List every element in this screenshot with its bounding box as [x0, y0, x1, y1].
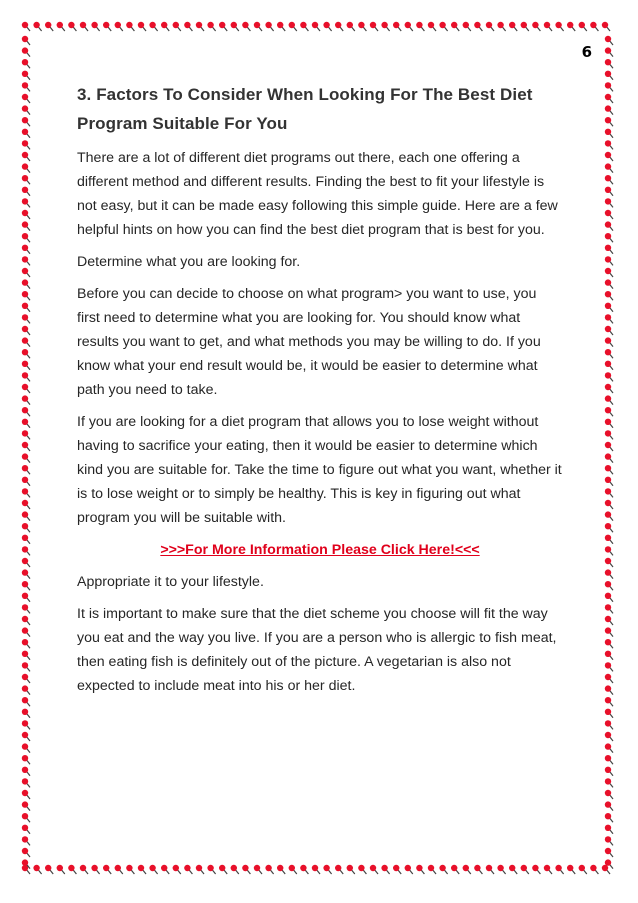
red-pin-icon: [370, 865, 378, 874]
red-pin-icon: [358, 865, 366, 874]
red-pin-icon: [22, 117, 30, 126]
red-pin-icon: [428, 22, 436, 31]
paragraph-lose-weight: If you are looking for a diet program that allows you to lose weight without having to sacrifice your eating, then it would be easier to determine which kind you are suitable for. Take the time to figure out what you want, whether it is to lose weight or to simply be healthy. This is key in figuring out what program you will be suitable with.: [77, 414, 562, 526]
red-pin-icon: [173, 22, 181, 31]
red-pin-icon: [254, 22, 262, 31]
red-pin-icon: [22, 349, 30, 358]
red-pin-icon: [605, 859, 613, 868]
red-pin-icon: [605, 117, 613, 126]
red-pin-icon: [22, 546, 30, 555]
red-pin-icon: [347, 865, 355, 874]
paragraph-appropriate: Appropriate it to your lifestyle.: [77, 574, 264, 590]
red-pin-icon: [605, 674, 613, 683]
red-pin-icon: [486, 865, 494, 874]
red-pin-icon: [289, 22, 297, 31]
red-pin-icon: [22, 152, 30, 161]
red-pin-icon: [126, 22, 134, 31]
paragraph-determine: Determine what you are looking for.: [77, 254, 301, 270]
red-pin-icon: [22, 616, 30, 625]
red-pin-icon: [605, 651, 613, 660]
red-pin-icon: [605, 187, 613, 196]
red-pin-icon: [33, 22, 41, 31]
red-pin-icon: [605, 233, 613, 242]
red-pin-icon: [555, 865, 563, 874]
red-pin-icon: [532, 865, 540, 874]
red-pin-icon: [605, 105, 613, 114]
more-info-link-row: [77, 538, 563, 562]
red-pin-icon: [605, 175, 613, 184]
red-pin-icon: [45, 22, 53, 31]
red-pin-icon: [605, 256, 613, 265]
red-pin-icon: [254, 865, 262, 874]
red-pin-icon: [80, 865, 88, 874]
red-pin-icon: [590, 865, 598, 874]
red-pin-icon: [509, 22, 517, 31]
red-pin-icon: [22, 674, 30, 683]
red-pin-icon: [358, 22, 366, 31]
red-pin-icon: [381, 22, 389, 31]
red-pin-icon: [605, 477, 613, 486]
red-pin-icon: [22, 395, 30, 404]
red-pin-icon: [605, 558, 613, 567]
red-pin-icon: [370, 22, 378, 31]
red-pin-icon: [605, 337, 613, 346]
red-pin-icon: [22, 593, 30, 602]
red-pin-icon: [605, 709, 613, 718]
red-pin-icon: [605, 500, 613, 509]
red-pin-icon: [22, 47, 30, 56]
red-pin-icon: [486, 22, 494, 31]
red-pin-icon: [605, 848, 613, 857]
red-pin-icon: [242, 865, 250, 874]
red-pin-icon: [579, 865, 587, 874]
red-pin-icon: [605, 801, 613, 810]
red-pin-icon: [605, 326, 613, 335]
red-pin-icon: [22, 825, 30, 834]
red-pin-icon: [22, 500, 30, 509]
red-pin-icon: [22, 465, 30, 474]
bottom-border: [20, 863, 618, 877]
red-pin-icon: [22, 94, 30, 103]
red-pin-icon: [335, 22, 343, 31]
red-pin-icon: [605, 581, 613, 590]
red-pin-icon: [231, 865, 239, 874]
red-pin-icon: [22, 453, 30, 462]
red-pin-icon: [22, 651, 30, 660]
red-pin-icon: [22, 245, 30, 254]
red-pin-icon: [22, 384, 30, 393]
red-pin-icon: [605, 662, 613, 671]
red-pin-icon: [605, 465, 613, 474]
red-pin-icon: [605, 47, 613, 56]
red-pin-icon: [544, 22, 552, 31]
red-pin-icon: [22, 801, 30, 810]
red-pin-icon: [605, 303, 613, 312]
red-pin-icon: [22, 732, 30, 741]
red-pin-icon: [149, 22, 157, 31]
page-number: 6: [581, 43, 592, 61]
red-pin-icon: [22, 210, 30, 219]
red-pin-icon: [605, 511, 613, 520]
red-pin-icon: [605, 697, 613, 706]
red-pin-icon: [22, 303, 30, 312]
red-pin-icon: [605, 616, 613, 625]
red-pin-icon: [393, 865, 401, 874]
red-pin-icon: [173, 865, 181, 874]
red-pin-icon: [91, 22, 99, 31]
red-pin-icon: [207, 22, 215, 31]
red-pin-icon: [161, 22, 169, 31]
red-pin-icon: [22, 407, 30, 416]
red-pin-icon: [22, 163, 30, 172]
red-pin-icon: [115, 22, 123, 31]
red-pin-icon: [22, 778, 30, 787]
red-pin-icon: [22, 767, 30, 776]
red-pin-icon: [605, 604, 613, 613]
red-pin-icon: [22, 581, 30, 590]
red-pin-icon: [22, 477, 30, 486]
red-pin-icon: [605, 59, 613, 68]
red-pin-icon: [605, 291, 613, 300]
red-pin-icon: [605, 790, 613, 799]
red-pin-icon: [605, 71, 613, 80]
red-pin-icon: [196, 865, 204, 874]
red-pin-icon: [33, 865, 41, 874]
red-pin-icon: [439, 22, 447, 31]
top-border: [20, 20, 618, 34]
red-pin-icon: [22, 720, 30, 729]
red-pin-icon: [544, 865, 552, 874]
red-pin-icon: [22, 71, 30, 80]
red-pin-icon: [605, 627, 613, 636]
article-body: [77, 80, 563, 706]
red-pin-icon: [605, 82, 613, 91]
red-pin-icon: [605, 210, 613, 219]
red-pin-icon: [68, 865, 76, 874]
red-pin-icon: [57, 22, 65, 31]
red-pin-icon: [605, 152, 613, 161]
red-pin-icon: [605, 419, 613, 428]
red-pin-icon: [22, 198, 30, 207]
red-pin-icon: [605, 198, 613, 207]
more-info-link[interactable]: >>>For More Information Please Click Here!<<<: [160, 542, 480, 558]
red-pin-icon: [219, 865, 227, 874]
red-pin-icon: [22, 511, 30, 520]
red-pin-icon: [22, 279, 30, 288]
paragraph-lifestyle: It is important to make sure that the diet scheme you choose will fit the way you eat and the way you live. If you are a person who is allergic to fish meat, then eating fish is definitely out of the picture. A vegetarian is also not expected to include meat into his or her diet.: [77, 606, 557, 694]
red-pin-icon: [605, 778, 613, 787]
red-pin-icon: [605, 268, 613, 277]
red-pin-icon: [405, 22, 413, 31]
red-pin-icon: [103, 22, 111, 31]
red-pin-icon: [22, 697, 30, 706]
red-pin-icon: [474, 865, 482, 874]
red-pin-icon: [45, 865, 53, 874]
red-pin-icon: [312, 865, 320, 874]
red-pin-icon: [605, 129, 613, 138]
red-pin-icon: [605, 430, 613, 439]
red-pin-icon: [567, 865, 575, 874]
left-border: [20, 20, 34, 877]
red-pin-icon: [497, 22, 505, 31]
red-pin-icon: [567, 22, 575, 31]
red-pin-icon: [22, 372, 30, 381]
red-pin-icon: [126, 865, 134, 874]
red-pin-icon: [22, 59, 30, 68]
red-pin-icon: [605, 140, 613, 149]
red-pin-icon: [605, 279, 613, 288]
red-pin-icon: [265, 22, 273, 31]
red-pin-icon: [605, 442, 613, 451]
red-pin-icon: [497, 865, 505, 874]
paragraph-before: Before you can decide to choose on what program> you want to use, you first need to determine what you are looking for. You should know what results you want to get, and what methods you may be willing to do. If you know what your end result would be, it would be easier to determine what path you need to take.: [77, 286, 541, 398]
red-pin-icon: [22, 419, 30, 428]
red-pin-icon: [22, 569, 30, 578]
red-pin-icon: [405, 865, 413, 874]
red-pin-icon: [138, 22, 146, 31]
red-pin-icon: [323, 22, 331, 31]
red-pin-icon: [323, 865, 331, 874]
red-pin-icon: [22, 442, 30, 451]
red-pin-icon: [22, 268, 30, 277]
red-pin-icon: [463, 22, 471, 31]
red-pin-icon: [509, 865, 517, 874]
red-pin-icon: [22, 848, 30, 857]
red-pin-icon: [605, 221, 613, 230]
red-pin-icon: [605, 546, 613, 555]
red-pin-icon: [416, 22, 424, 31]
red-pin-icon: [605, 372, 613, 381]
red-pin-icon: [605, 488, 613, 497]
red-pin-icon: [605, 743, 613, 752]
red-pin-icon: [22, 82, 30, 91]
red-pin-icon: [521, 22, 529, 31]
red-pin-icon: [605, 361, 613, 370]
red-pin-icon: [22, 233, 30, 242]
paragraph-intro: There are a lot of different diet programs out there, each one offering a different method and different results. Finding the best to fit your lifestyle is not easy, but it can be made easy following this simple guide. Here are a few helpful hints on how you can find the best diet program that is best for you.: [77, 150, 558, 238]
red-pin-icon: [605, 813, 613, 822]
red-pin-icon: [605, 245, 613, 254]
red-pin-icon: [161, 865, 169, 874]
red-pin-icon: [149, 865, 157, 874]
red-pin-icon: [138, 865, 146, 874]
red-pin-icon: [91, 865, 99, 874]
red-pin-icon: [381, 865, 389, 874]
red-pin-icon: [474, 22, 482, 31]
red-pin-icon: [605, 720, 613, 729]
red-pin-icon: [22, 314, 30, 323]
red-pin-icon: [590, 22, 598, 31]
red-pin-icon: [451, 22, 459, 31]
red-pin-icon: [80, 22, 88, 31]
red-pin-icon: [605, 535, 613, 544]
red-pin-icon: [22, 337, 30, 346]
red-pin-icon: [277, 22, 285, 31]
red-pin-icon: [219, 22, 227, 31]
red-pin-icon: [605, 163, 613, 172]
red-pin-icon: [605, 36, 613, 45]
red-pin-icon: [242, 22, 250, 31]
red-pin-icon: [22, 187, 30, 196]
red-pin-icon: [22, 639, 30, 648]
red-pin-icon: [57, 865, 65, 874]
red-pin-icon: [605, 395, 613, 404]
red-pin-icon: [605, 349, 613, 358]
red-pin-icon: [22, 140, 30, 149]
red-pin-icon: [22, 105, 30, 114]
red-pin-icon: [605, 836, 613, 845]
red-pin-icon: [22, 256, 30, 265]
red-pin-icon: [439, 865, 447, 874]
red-pin-icon: [265, 865, 273, 874]
red-pin-icon: [22, 662, 30, 671]
red-pin-icon: [22, 813, 30, 822]
red-pin-icon: [184, 22, 192, 31]
red-pin-icon: [22, 488, 30, 497]
red-pin-icon: [22, 627, 30, 636]
red-pin-icon: [196, 22, 204, 31]
red-pin-icon: [207, 865, 215, 874]
red-pin-icon: [22, 523, 30, 532]
red-pin-icon: [22, 859, 30, 868]
red-pin-icon: [22, 604, 30, 613]
red-pin-icon: [115, 865, 123, 874]
red-pin-icon: [335, 865, 343, 874]
red-pin-icon: [312, 22, 320, 31]
red-pin-icon: [22, 361, 30, 370]
red-pin-icon: [300, 22, 308, 31]
section-heading: 3. Factors To Consider When Looking For The Best Diet Program Suitable For You: [77, 85, 533, 133]
red-pin-icon: [605, 732, 613, 741]
red-pin-icon: [532, 22, 540, 31]
red-pin-icon: [579, 22, 587, 31]
red-pin-icon: [428, 865, 436, 874]
red-pin-icon: [22, 36, 30, 45]
red-pin-icon: [463, 865, 471, 874]
red-pin-icon: [22, 558, 30, 567]
red-pin-icon: [22, 790, 30, 799]
red-pin-icon: [605, 407, 613, 416]
red-pin-icon: [22, 685, 30, 694]
red-pin-icon: [605, 767, 613, 776]
red-pin-icon: [416, 865, 424, 874]
red-pin-icon: [231, 22, 239, 31]
red-pin-icon: [605, 593, 613, 602]
red-pin-icon: [22, 129, 30, 138]
red-pin-icon: [605, 755, 613, 764]
red-pin-icon: [521, 865, 529, 874]
red-pin-icon: [605, 569, 613, 578]
red-pin-icon: [22, 709, 30, 718]
red-pin-icon: [22, 221, 30, 230]
red-pin-icon: [22, 430, 30, 439]
red-pin-icon: [605, 453, 613, 462]
red-pin-icon: [22, 535, 30, 544]
red-pin-icon: [605, 825, 613, 834]
red-pin-icon: [184, 865, 192, 874]
right-border: [603, 20, 617, 877]
red-pin-icon: [605, 685, 613, 694]
red-pin-icon: [22, 291, 30, 300]
red-pin-icon: [68, 22, 76, 31]
red-pin-icon: [451, 865, 459, 874]
red-pin-icon: [555, 22, 563, 31]
red-pin-icon: [22, 836, 30, 845]
red-pin-icon: [393, 22, 401, 31]
red-pin-icon: [605, 639, 613, 648]
red-pin-icon: [300, 865, 308, 874]
red-pin-icon: [22, 175, 30, 184]
red-pin-icon: [22, 755, 30, 764]
red-pin-icon: [277, 865, 285, 874]
red-pin-icon: [22, 326, 30, 335]
red-pin-icon: [605, 384, 613, 393]
red-pin-icon: [289, 865, 297, 874]
red-pin-icon: [22, 743, 30, 752]
red-pin-icon: [605, 523, 613, 532]
red-pin-icon: [347, 22, 355, 31]
red-pin-icon: [605, 94, 613, 103]
red-pin-icon: [103, 865, 111, 874]
red-pin-icon: [605, 314, 613, 323]
